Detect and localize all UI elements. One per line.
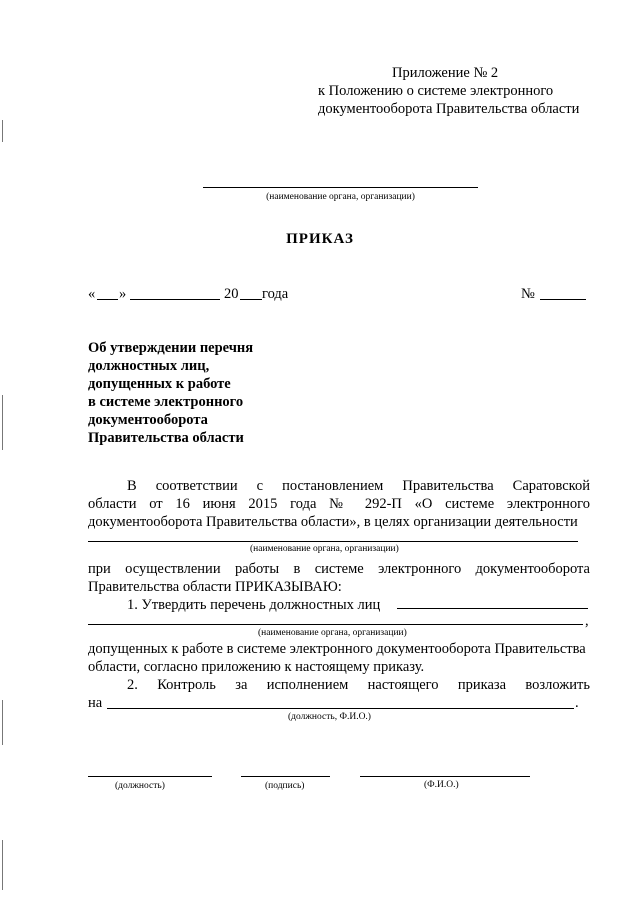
subject-line: допущенных к работе xyxy=(88,376,231,392)
signature-position-line xyxy=(88,776,212,777)
body-text-line: области, согласно приложению к настоящему приказу. xyxy=(88,659,425,675)
year-prefix: 20 xyxy=(224,286,239,302)
scan-edge-mark xyxy=(2,120,3,142)
body-text-line: документооборота Правительства области», в целях организации деятельности xyxy=(88,514,578,530)
signature-position-caption: (должность) xyxy=(115,781,165,791)
body-text-line: Правительства области ПРИКАЗЫВАЮ: xyxy=(88,579,342,595)
item-2-na: на xyxy=(88,695,103,711)
org-caption-top: (наименование органа, организации) xyxy=(266,192,415,202)
subject-line: в системе электронного xyxy=(88,394,244,410)
org-name-line-2 xyxy=(88,624,583,625)
body-text-line: В соответствии с постановлением Правительства Саратовской xyxy=(127,478,590,494)
quote-open: « xyxy=(88,286,96,302)
scan-edge-mark xyxy=(2,700,3,745)
number-blank xyxy=(540,299,586,300)
signature-name-line xyxy=(360,776,530,777)
signature-sign-line xyxy=(241,776,330,777)
signature-name-caption: (Ф.И.О.) xyxy=(424,780,459,790)
subject-line: Об утверждении перечня xyxy=(88,340,254,356)
item-1-blank xyxy=(397,608,588,609)
body-text-line: допущенных к работе в системе электронного документооборота Правительства xyxy=(88,641,586,657)
appendix-line-2: к Положению о системе электронного xyxy=(318,83,554,99)
org-caption-1: (наименование органа, организации) xyxy=(250,544,399,554)
subject-line: документооборота xyxy=(88,412,208,428)
scan-edge-mark xyxy=(2,395,3,450)
org-caption-2: (наименование органа, организации) xyxy=(258,628,407,638)
responsible-person-line xyxy=(107,708,574,709)
quote-close: » xyxy=(119,286,127,302)
position-caption: (должность, Ф.И.О.) xyxy=(288,712,371,722)
day-blank xyxy=(97,299,118,300)
item-2-period: . xyxy=(575,695,579,711)
appendix-line-1: Приложение № 2 xyxy=(392,65,499,81)
year-blank xyxy=(240,299,262,300)
number-label: № xyxy=(521,286,535,302)
org-name-line xyxy=(203,187,478,188)
subject-line: должностных лиц, xyxy=(88,358,210,374)
body-text-line: области от 16 июня 2015 года № 292-П «О системе электронного xyxy=(88,496,590,512)
item-1-comma: , xyxy=(585,613,589,629)
appendix-line-3: документооборота Правительства области xyxy=(318,101,580,117)
body-text-line: при осуществлении работы в системе электронного документооборота xyxy=(88,561,590,577)
subject-line: Правительства области xyxy=(88,430,244,446)
document-title: ПРИКАЗ xyxy=(286,231,354,247)
org-name-line-1 xyxy=(88,541,578,542)
year-suffix: года xyxy=(262,286,289,302)
item-2-text: 2. Контроль за исполнением настоящего приказа возложить xyxy=(127,677,590,693)
item-1-text: 1. Утвердить перечень должностных лиц xyxy=(127,597,381,613)
month-blank xyxy=(130,299,220,300)
scan-edge-mark xyxy=(2,840,3,890)
signature-sign-caption: (подпись) xyxy=(265,781,305,791)
